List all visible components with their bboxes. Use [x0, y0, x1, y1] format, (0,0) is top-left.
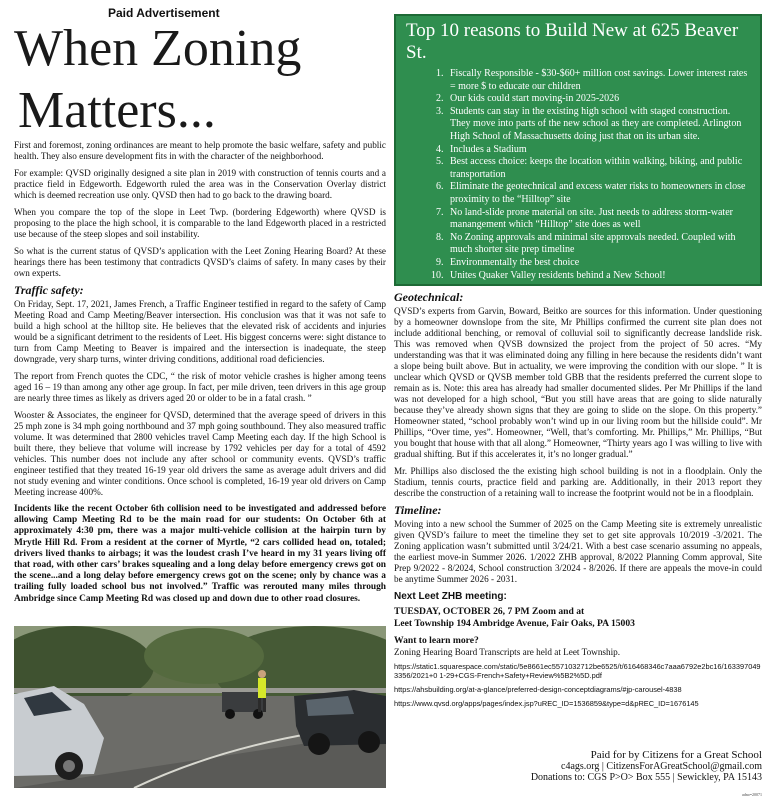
- reason-item: 2. Our kids could start moving-in 2025-2026: [446, 93, 752, 106]
- reference-link[interactable]: https://www.qvsd.org/apps/pages/index.jsp?uREC_ID=1536859&type=d&pREC_ID=1676145: [394, 699, 699, 708]
- meeting-date: TUESDAY, OCTOBER 26, 7 PM Zoom and at: [394, 606, 585, 617]
- paid-for-footer: [490, 750, 762, 783]
- reason-item: 9. Environmentally the best choice: [446, 257, 752, 270]
- footer-sponsor: Paid for by Citizens for a Great School: [590, 749, 762, 761]
- traffic-paragraph: Wooster & Associates, the engineer for QVSD, determined that the average speed of drivers in this 25 mph zone is 34 mph going northbound and 37 mph going southbound. They also measured traffic volume. It was determined that 2800 vehicles travel Camp Meeting each day. If the high School is built there, they believe that volume will increase by 1792 vehicles per day for a total of 4592 vehicles. This number does not include any after school or community events. QVSD’s traffic engineer testified that they treated 16-19 year old drivers the same as average adult drivers and did not study evening and winter conditions. Once school is completed, 16-19 year old drivers on Camp Meeting increase 400%.: [14, 410, 386, 497]
- timeline-heading: Timeline:: [394, 503, 442, 517]
- geotechnical-paragraph: Mr. Phillips also disclosed the the existing high school building is not in a floodplain. Only the Stadium, tennis courts, practice field and parking are. Additionally, in their 2013 report they describe the construction of a retaining wall to increase the footprint would not be in a floodplain.: [394, 466, 762, 498]
- geotechnical-heading: Geotechnical:: [394, 290, 464, 304]
- crash-scene-photo: [14, 626, 386, 788]
- reason-item: 1. Fiscally Responsible - $30-$60+ million cost savings. Lower interest rates = more $ to educate our children: [446, 68, 752, 93]
- headline-line1: When Zoning: [14, 20, 302, 77]
- ad-code: adno=20071: [742, 792, 763, 797]
- geotechnical-paragraph: QVSD’s experts from Garvin, Boward, Beitko are sources for this information. Under questioning by a homeowner downslope from the site, Mr Phillips confirmed the current site plan does not include additional benching, or removal of colluvial soil to significantly decrease landslide risk. This was removed when QVSB downsized the project from the project of 50 acres. “My understanding was that it was eliminated doing any filling in here because the residents didn’t want a slope being built above. But in actuality, we were improving the condition with our slope. ” It is unclear which QVSD or QVSB member told GBB that the residents preferred the current slope to remain as is. Note: this area has already had smaller documented slides. Per Mr Phillips if the land was not developed for a high school, “But you still have areas that are going to slide naturally because they’ve already shown signs that they are going to slide on the slope. On this property.” Homeowner stated, “school probably won’t wind up in our living room but the hillside could”. Mr Phillips, “Over time, yes”. Homeowner, “Well, that’s comforting. Mr. Phillips,” Mr. Phillips, “But you bought that house with that all along.” Homeowner, “Thirty years ago I was willing to live with gradual shifting. But if this accelerates it, it’s no longer gradual.”: [394, 306, 762, 459]
- top-10-reasons-box: [394, 14, 762, 286]
- headline-line2: Matters...: [18, 82, 216, 139]
- traffic-heading: Traffic safety:: [14, 283, 84, 297]
- intro-paragraph: So what is the current status of QVSD’s application with the Leet Zoning Hearing Board? At these hearings there has been testimony that contradicts QVSD’s claims of safety. In many cases by their own experts.: [14, 246, 386, 278]
- reason-item: 4. Includes a Stadium: [446, 144, 752, 157]
- learn-more-text: Zoning Hearing Board Transcripts are held at Leet Township.: [394, 647, 621, 657]
- footer-donations: Donations to: CGS P>O> Box 555 | Sewickley, PA 15143: [530, 772, 762, 783]
- meeting-heading: Next Leet ZHB meeting:: [394, 591, 507, 602]
- traffic-paragraph: The report from French quotes the CDC, “ the risk of motor vehicle crashes is higher among teens aged 16 – 19 than among any other age group. In fact, per mile driven, teen drivers in this age group are nearly three times as likely as drivers aged 20 or older to be in a fatal crash. ”: [14, 371, 386, 403]
- reference-link[interactable]: https://static1.squarespace.com/static/5e8661ec5571032712be6525/t/616468346c7aaa6792e2bc16/1633970493356/2021+0 1-29+CGS-French+Safety+Review%5B2%5D.pdf: [394, 662, 761, 680]
- reason-item: 8. No Zoning approvals and minimal site approvals needed. Coupled with much shorter site prep timeline: [446, 232, 752, 257]
- intro-paragraph: First and foremost, zoning ordinances are meant to help promote the basic welfare, safety and public health. They also ensure development fits in with the character of the neighborhood.: [14, 140, 386, 161]
- footer-contact: c4ags.org | CitizensForAGreatSchool@gmail.com: [561, 761, 762, 772]
- meeting-details: [394, 606, 762, 629]
- top-10-title: Top 10 reasons to Build New at 625 Beaver St.: [406, 20, 739, 63]
- meeting-location: Leet Township 194 Ambridge Avenue, Fair Oaks, PA 15003: [394, 617, 635, 629]
- reason-item: 5. Best access choice: keeps the location within walking, biking, and public transportation: [446, 156, 752, 181]
- reference-links: [394, 662, 762, 708]
- paid-advertisement-label: Paid Advertisement: [108, 6, 220, 20]
- reason-item: 10. Unites Quaker Valley residents behind a New School!: [446, 270, 752, 283]
- reason-item: 6. Eliminate the geotechnical and excess water risks to homeowners in close proximity to the “Hilltop” site: [446, 181, 752, 206]
- reference-link[interactable]: https://ahsbuilding.org/at-a-glance/preferred-design-conceptdiagrams/#jp-carousel-4838: [394, 685, 682, 694]
- reason-item: 3. Students can stay in the existing high school with staged construction. They move into parts of the new school as they are completed. Arlington High School of Massachusetts doing just that on its urban site.: [446, 106, 752, 144]
- timeline-paragraph: Moving into a new school the Summer of 2025 on the Camp Meeting site is extremely unrealistic given QVSD’s failure to meet the timeline they set to get site approvals 10/2019 -3/2021. The Zoning application wasn’t submitted until 3/24/21. With a best case scenario assuming no appeals, the earliest move-in Summer 2026. 1/2022 ZHB approval, 8/2022 Planning Comm approval, Site Prep 9/2022 - 8/2024, School construction 3/2024 - 8/2026. If there are appeals the move-in could be anytime Summer 2026 - 2031.: [394, 519, 762, 584]
- crash-photo-illustration: [14, 626, 386, 788]
- learn-more-heading: Want to learn more?: [394, 635, 479, 646]
- intro-paragraph: For example: QVSD originally designed a site plan in 2019 with construction of tennis courts and a practice field in Edgeworth. Edgeworth ruled the area was in the Conservation Overlay district which is deemed recreation use only. QVSD then had to go back to the drawing board.: [14, 168, 386, 200]
- collision-paragraph: Incidents like the recent October 6th collision need to be investigated and addressed before allowing Camp Meeting Rd to be the main road for our students: On October 6th at approximately 4:30 pm, there was a major multi-vehicle collision at the hairpin turn by Mrytle Hill Rd. From a resident at the corner of Myrtle, “2 cars collided head on, totaled; drivers lived thanks to airbags; it was the loudest crash I’ve heard in my 31 years living off that road, with other cars’ brakes squealing and a long delay before emergency crews got on the scene...and a long delay before emergency crews got on the scene; only by chance was a trailing fully loaded school bus not involved.” Traffic was rerouted many miles through Ambridge since Camp Meeting Rd was closed up and down due to other road closures.: [14, 504, 386, 604]
- intro-section: [14, 140, 386, 611]
- headline: [14, 18, 384, 142]
- reason-item: 7. No land-slide prone material on site. Just needs to address storm-water manangement which “Hilltop” site does as well: [446, 207, 752, 232]
- traffic-paragraph: On Friday, Sept. 17, 2021, James French, a Traffic Engineer testified in regard to the safety of Camp Meeting Road and Camp Meeting/Beaver intersection. His conclusion was that it was not safe to build a high school at the hilltop site. He believes that the elevated risk of accidents and injuries would be a significant detriment to the residents of Leet. His biggest concerns were: sight distance to turn from Camp Meeting to Beaver is impaired and the intersection is inadequate, the steep downgrade, very sharp turns, winter driving conditions, additional road deficiencies.: [14, 299, 386, 364]
- top-10-list: [396, 68, 760, 282]
- intro-paragraph: When you compare the top of the slope in Leet Twp. (bordering Edgeworth) where QVSD is proposing to the place the high school, it is comparable to the land Edgeworth placed in a restricted use because of the steep slopes and soil instability.: [14, 207, 386, 239]
- right-column: [394, 292, 762, 713]
